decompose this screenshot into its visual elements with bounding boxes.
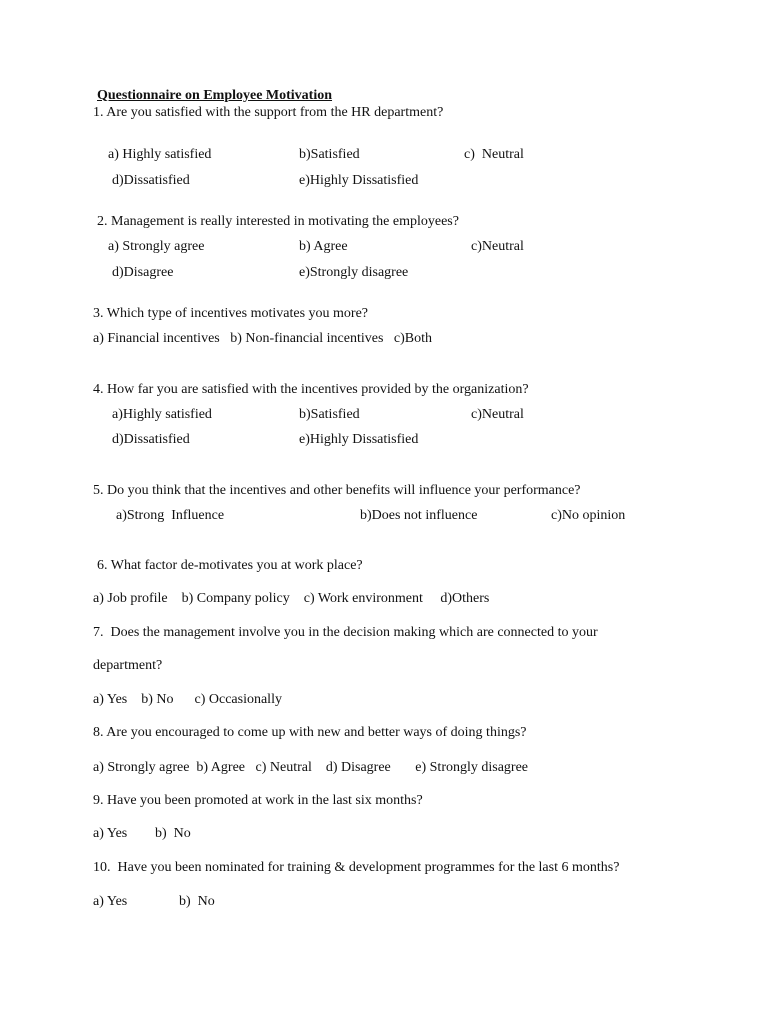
q10-option-a: a) Yes [93,894,128,909]
q4-option-a: a)Highly satisfied [112,407,212,422]
question-4: 4. How far you are satisfied with the incentives provided by the organization? [93,382,529,397]
q4-option-c: c)Neutral [471,407,524,422]
q9-option-b: b) No [155,826,191,841]
q2-option-c: c)Neutral [471,239,524,254]
q1-option-b: b)Satisfied [299,147,360,162]
question-8: 8. Are you encouraged to come up with new and better ways of doing things? [93,725,527,740]
q1-option-a: a) Highly satisfied [108,147,212,162]
q1-option-c: c) Neutral [464,147,524,162]
q9-option-a: a) Yes [93,826,128,841]
question-6: 6. What factor de-motivates you at work place? [97,558,363,573]
q1-option-e: e)Highly Dissatisfied [299,173,419,188]
q5-option-c: c)No opinion [551,508,626,523]
q2-option-d: d)Disagree [112,265,174,280]
q7-options: a) Yes b) No c) Occasionally [93,692,282,707]
q4-option-e: e)Highly Dissatisfied [299,432,419,447]
question-1: 1. Are you satisfied with the support from the HR department? [93,105,444,120]
q5-option-b: b)Does not influence [360,508,478,523]
q4-option-b: b)Satisfied [299,407,360,422]
q4-option-d: d)Dissatisfied [112,432,190,447]
question-2: 2. Management is really interested in motivating the employees? [97,214,459,229]
q2-option-a: a) Strongly agree [108,239,205,254]
question-7-continued: department? [93,658,163,673]
q5-option-a: a)Strong Influence [116,508,225,523]
q6-options: a) Job profile b) Company policy c) Work environment d)Others [93,591,490,606]
q10-option-b: b) No [179,894,215,909]
question-9: 9. Have you been promoted at work in the last six months? [93,793,423,808]
q2-option-b: b) Agree [299,239,348,254]
page-title: Questionnaire on Employee Motivation [97,88,333,103]
question-5: 5. Do you think that the incentives and other benefits will influence your performance? [93,483,581,498]
q2-option-e: e)Strongly disagree [299,265,409,280]
question-3: 3. Which type of incentives motivates you more? [93,306,369,321]
q3-options: a) Financial incentives b) Non-financial incentives c)Both [93,331,433,346]
q8-options: a) Strongly agree b) Agree c) Neutral d) Disagree e) Strongly disagree [93,760,529,775]
question-10: 10. Have you been nominated for training & development programmes for the last 6 months? [93,860,620,875]
question-7: 7. Does the management involve you in the decision making which are connected to your [93,625,598,640]
q1-option-d: d)Dissatisfied [112,173,190,188]
